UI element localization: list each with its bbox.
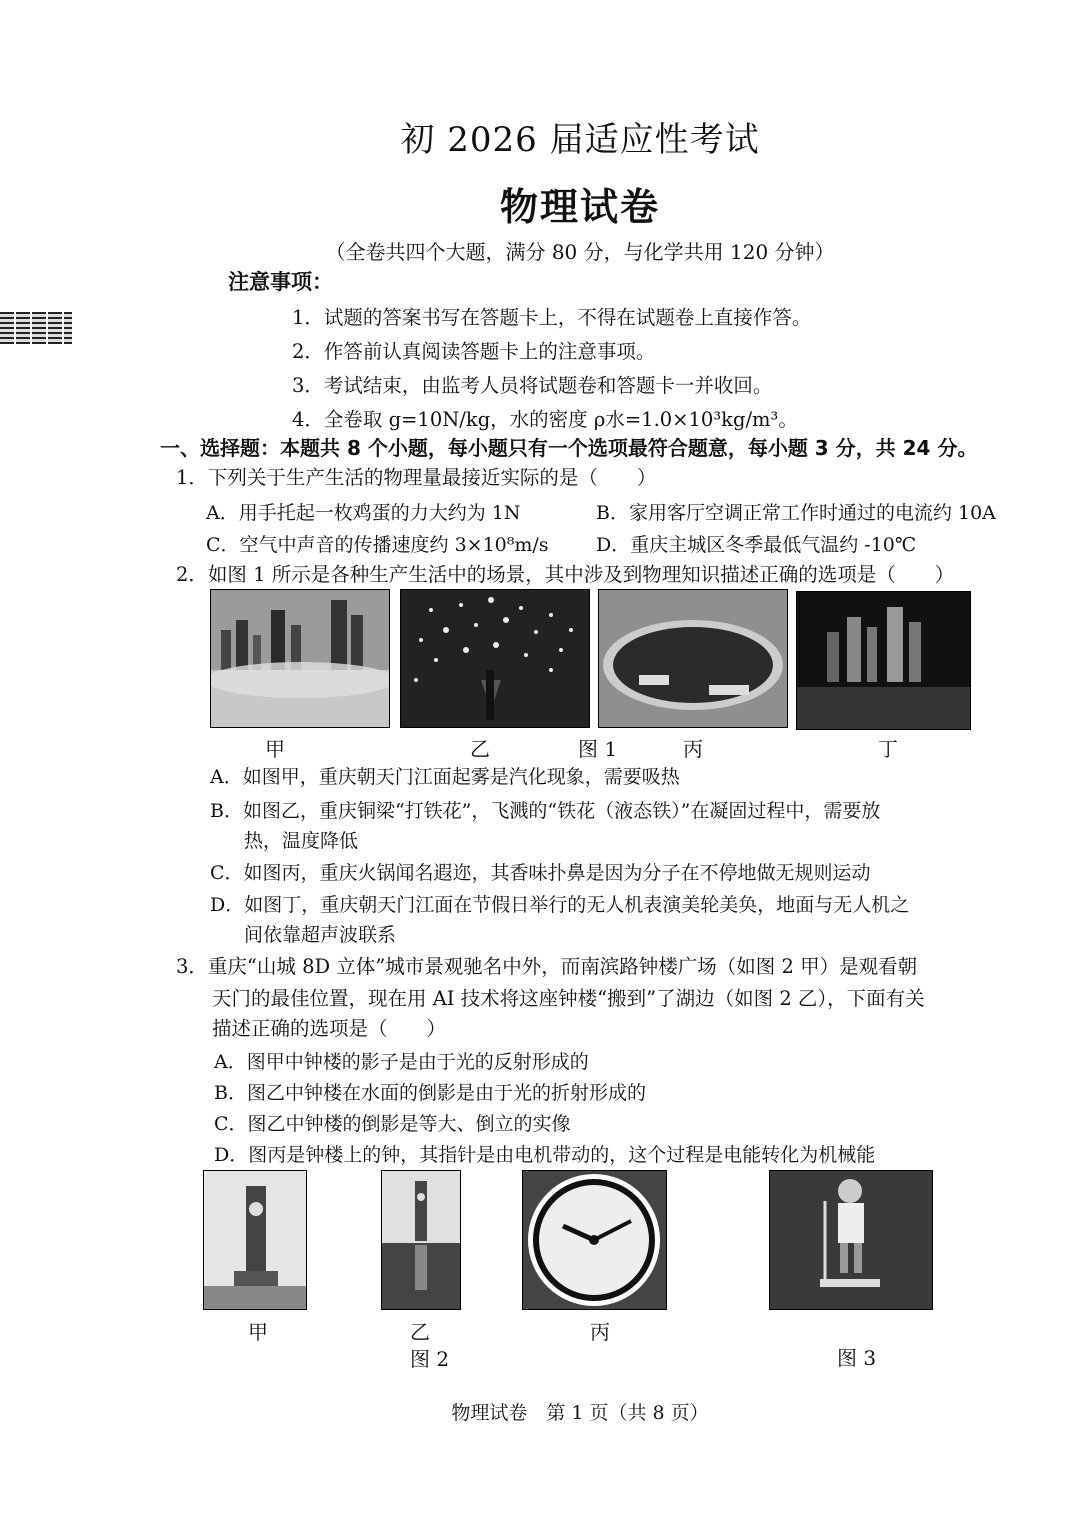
q2-option-d-cont: 间依靠超声波联系: [244, 924, 397, 946]
figure-3-photo: [769, 1170, 933, 1310]
fig2-caption-bing: 丙: [590, 1320, 610, 1344]
notice-heading: 注意事项：: [228, 269, 333, 294]
binding-strip-overlay: [0, 312, 72, 344]
q1-option-b: B．家用客厅空调正常工作时通过的电流约 10A: [596, 502, 996, 524]
q2-option-b: B．如图乙，重庆铜梁“打铁花”，飞溅的“铁花（液态铁）”在凝固过程中，需要放: [210, 800, 881, 822]
q1-option-a: A．用手托起一枚鸡蛋的力大约为 1N: [206, 502, 521, 524]
fig1-caption-jia: 甲: [265, 737, 285, 761]
fig1-caption-yi: 乙: [470, 737, 490, 761]
notice-item: 2．作答前认真阅读答题卡上的注意事项。: [292, 340, 656, 363]
figure-1-photo-jia: [210, 589, 390, 728]
section-heading: 一、选择题：本题共 8 个小题，每小题只有一个选项最符合题意，每小题 3 分，共 24 分。: [160, 436, 978, 460]
q3-option-b: B．图乙中钟楼在水面的倒影是由于光的折射形成的: [214, 1082, 646, 1104]
q3-option-c: C．图乙中钟楼的倒影是等大、倒立的实像: [214, 1113, 571, 1135]
notice-item: 1．试题的答案书写在答题卡上，不得在试题卷上直接作答。: [292, 306, 812, 329]
fig3-label: 图 3: [837, 1346, 877, 1370]
question-3-stem-line: 描述正确的选项是（ ）: [212, 1017, 447, 1040]
q3-option-d: D．图丙是钟楼上的钟，其指针是由电机带动的，这个过程是电能转化为机械能: [214, 1144, 876, 1166]
exam-title: 初 2026 届适应性考试: [400, 120, 760, 160]
figure-2-photo-yi: [381, 1170, 461, 1310]
question-2-stem: 2．如图 1 所示是各种生产生活中的场景，其中涉及到物理知识描述正确的选项是（ ）: [176, 563, 955, 586]
fig1-caption-label: 图 1: [578, 737, 618, 761]
q3-option-a: A．图甲中钟楼的影子是由于光的反射形成的: [214, 1051, 589, 1073]
fig2-label: 图 2: [410, 1347, 450, 1371]
notice-item: 4．全卷取 g=10N/kg，水的密度 ρ水=1.0×10³kg/m³。: [292, 408, 798, 431]
fig2-caption-yi: 乙: [410, 1320, 430, 1344]
figure-1-photo-yi: [400, 589, 590, 728]
figure-1-photo-ding: [796, 591, 971, 730]
q1-option-d: D．重庆主城区冬季最低气温约 -10℃: [596, 534, 917, 556]
q1-option-c: C．空气中声音的传播速度约 3×10⁸m/s: [206, 534, 549, 556]
q2-option-b-cont: 热，温度降低: [244, 830, 359, 852]
paper-title: 物理试卷: [499, 185, 660, 229]
q2-option-d: D．如图丁，重庆朝天门江面在节假日举行的无人机表演美轮美奂，地面与无人机之: [210, 894, 910, 916]
question-3-stem-line: 天门的最佳位置，现在用 AI 技术将这座钟楼“搬到”了湖边（如图 2 乙），下面有关: [212, 987, 925, 1010]
notice-item: 3．考试结束，由监考人员将试题卷和答题卡一并收回。: [292, 374, 773, 397]
figure-2-photo-jia: [203, 1170, 307, 1310]
figure-2-photo-bing: [522, 1170, 667, 1310]
q2-option-c: C．如图丙，重庆火锅闻名遐迩，其香味扑鼻是因为分子在不停地做无规则运动: [210, 862, 871, 884]
paper-subtitle: （全卷共四个大题，满分 80 分，与化学共用 120 分钟）: [325, 240, 835, 264]
fig1-caption-bing: 丙: [683, 737, 703, 761]
fig1-caption-ding: 丁: [878, 737, 898, 761]
fig2-caption-jia: 甲: [248, 1320, 268, 1344]
page-footer: 物理试卷 第 1 页（共 8 页）: [451, 1402, 709, 1424]
figure-1-photo-bing: [598, 589, 788, 728]
q2-option-a: A．如图甲，重庆朝天门江面起雾是汽化现象，需要吸热: [210, 766, 680, 788]
question-3-stem-line: 3．重庆“山城 8D 立体”城市景观驰名中外，而南滨路钟楼广场（如图 2 甲）是观看朝: [176, 955, 918, 978]
question-1-stem: 1．下列关于生产生活的物理量最接近实际的是（ ）: [176, 466, 657, 489]
